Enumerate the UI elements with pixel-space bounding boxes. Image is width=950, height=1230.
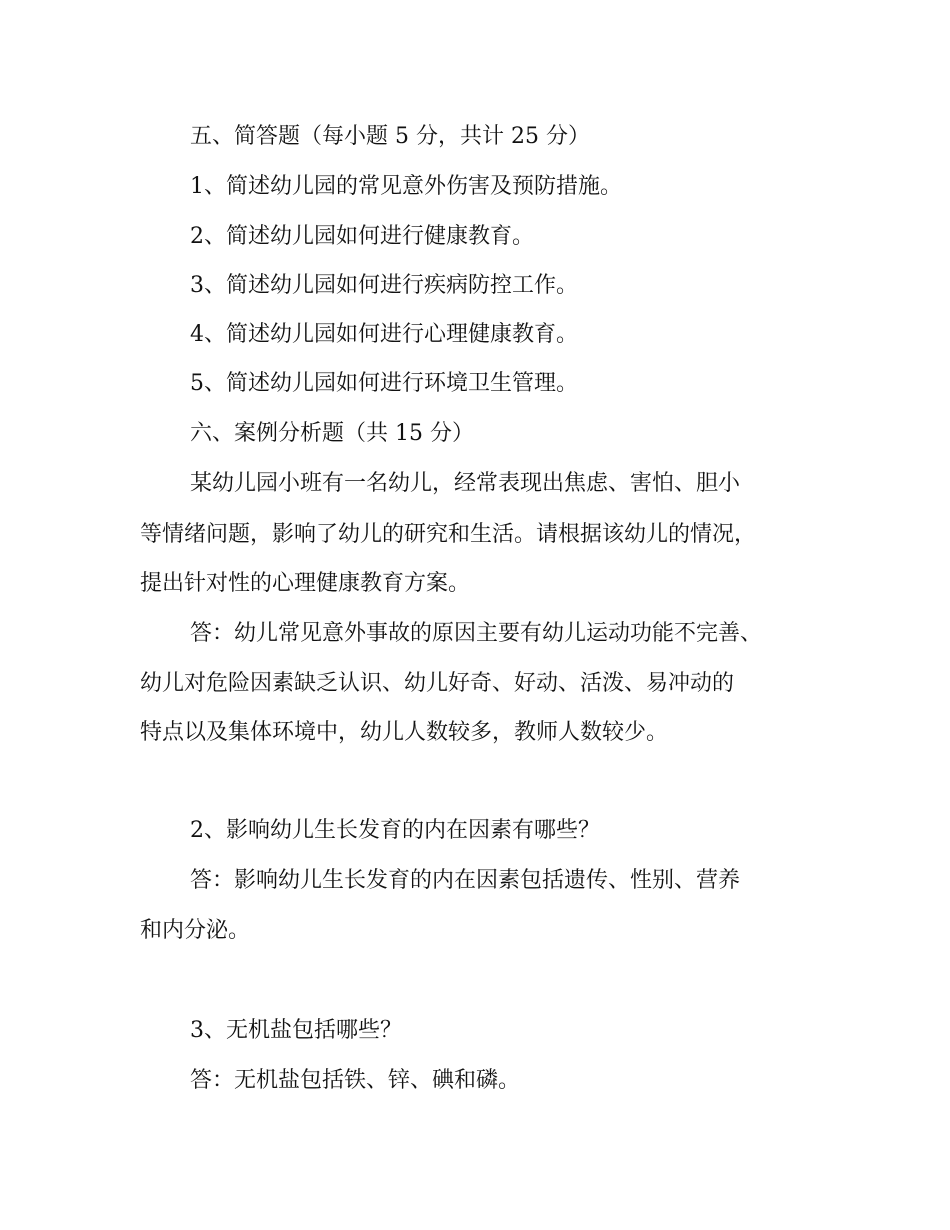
question-item: 4、简述幼儿园如何进行心理健康教育。	[190, 322, 578, 347]
case-text-line: 某幼儿园小班有一名幼儿，经常表现出焦虑、害怕、胆小	[190, 471, 741, 496]
answer-text-line: 特点以及集体环境中，幼儿人数较多，教师人数较少。	[140, 720, 669, 745]
answer-text-line: 答：无机盐包括铁、锌、碘和磷。	[190, 1068, 521, 1093]
answer-text-line: 和内分泌。	[140, 918, 251, 943]
case-text-line: 等情绪问题，影响了幼儿的研究和生活。请根据该幼儿的情况，	[140, 522, 757, 547]
question-item: 5、简述幼儿园如何进行环境卫生管理。	[190, 371, 578, 396]
section-heading-short-answer: 五、简答题（每小题 5 分，共计 25 分）	[190, 124, 590, 149]
answer-text-line: 答：影响幼儿生长发育的内在因素包括遗传、性别、营养	[190, 868, 741, 893]
section-heading-case-analysis: 六、案例分析题（共 15 分）	[190, 421, 474, 446]
question-item: 3、简述幼儿园如何进行疾病防控工作。	[190, 273, 578, 298]
question-item: 2、简述幼儿园如何进行健康教育。	[190, 224, 534, 249]
question-item: 1、简述幼儿园的常见意外伤害及预防措施。	[190, 174, 622, 199]
answer-text-line: 答：幼儿常见意外事故的原因主要有幼儿运动功能不完善、	[190, 621, 763, 646]
question-item: 2、影响幼儿生长发育的内在因素有哪些？	[190, 818, 600, 843]
question-item: 3、无机盐包括哪些？	[190, 1018, 402, 1043]
case-text-line: 提出针对性的心理健康教育方案。	[140, 571, 471, 596]
answer-text-line: 幼儿对危险因素缺乏认识、幼儿好奇、好动、活泼、易冲动的	[140, 671, 735, 696]
